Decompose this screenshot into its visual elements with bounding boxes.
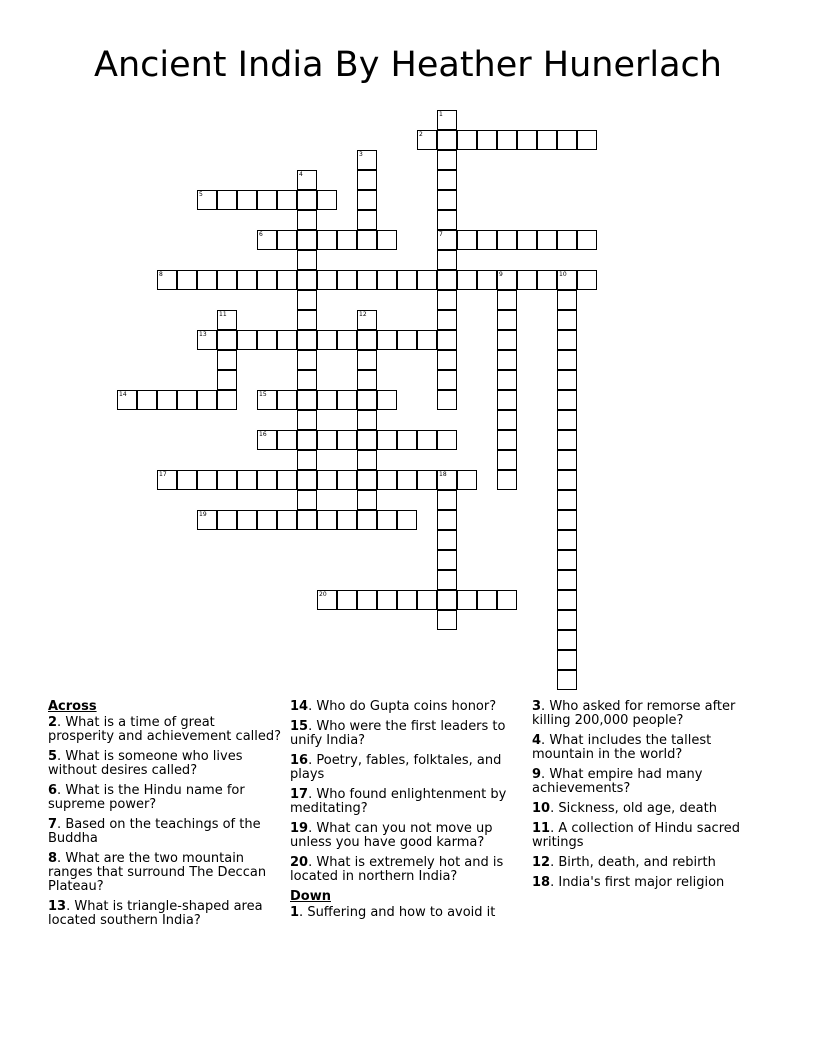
clue-number: 15 xyxy=(259,391,267,398)
grid-cell[interactable] xyxy=(577,270,597,290)
grid-cell[interactable] xyxy=(497,430,517,450)
across-clue-16: 16. Poetry, fables, folktales, and plays xyxy=(290,753,502,782)
clue-number: 11 xyxy=(219,311,227,318)
clue-number: 8 xyxy=(48,851,58,866)
clue-text: India's first major religion xyxy=(558,875,725,890)
down-clue-11: 11. A collection of Hindu sacred writings xyxy=(532,821,740,850)
across-clue-13: 13. What is triangle-shaped area located southern India? xyxy=(48,899,263,928)
grid-cell[interactable] xyxy=(357,270,377,290)
grid-cell[interactable] xyxy=(357,210,377,230)
across-clue-15: 15. Who were the first leaders to unify India? xyxy=(290,719,506,748)
clues-column-1 xyxy=(48,700,284,934)
grid-cell[interactable] xyxy=(317,270,337,290)
grid-cell[interactable] xyxy=(297,190,317,210)
grid-cell[interactable] xyxy=(277,390,297,410)
down-clue-10: 10. Sickness, old age, death xyxy=(532,801,717,816)
grid-cell[interactable] xyxy=(217,350,237,370)
across-clue-20: 20. What is extremely hot and is located in northern India? xyxy=(290,855,504,884)
grid-cell[interactable] xyxy=(197,470,217,490)
grid-cell[interactable] xyxy=(297,450,317,470)
grid-cell[interactable] xyxy=(277,190,297,210)
grid-cell[interactable] xyxy=(437,250,457,270)
grid-cell[interactable] xyxy=(497,350,517,370)
clue-text: Who found enlightenment by meditating? xyxy=(290,787,507,816)
grid-cell[interactable] xyxy=(157,270,177,290)
clues-column-2 xyxy=(290,700,522,926)
across-clue-6: 6. What is the Hindu name for supreme power? xyxy=(48,783,245,812)
grid-cell[interactable] xyxy=(337,270,357,290)
grid-cell[interactable] xyxy=(257,230,277,250)
grid-cell[interactable] xyxy=(437,330,457,350)
clue-number: 20 xyxy=(290,855,309,870)
clue-text: What is extremely hot and is located in northern India? xyxy=(290,855,504,884)
grid-cell[interactable] xyxy=(417,270,437,290)
across-clue-17: 17. Who found enlightenment by meditating? xyxy=(290,787,507,816)
grid-cell[interactable] xyxy=(357,410,377,430)
clue-number: 11 xyxy=(532,821,551,836)
grid-cell[interactable] xyxy=(437,210,457,230)
grid-cell[interactable] xyxy=(437,570,457,590)
clue-number: 17 xyxy=(290,787,309,802)
grid-cell[interactable] xyxy=(177,390,197,410)
grid-cell[interactable] xyxy=(437,370,457,390)
grid-cell[interactable] xyxy=(297,290,317,310)
grid-cell[interactable] xyxy=(117,390,137,410)
grid-cell[interactable] xyxy=(297,330,317,350)
clue-text: What is the Hindu name for supreme power? xyxy=(48,783,245,812)
clue-number: 10 xyxy=(559,271,567,278)
grid-cell[interactable] xyxy=(297,230,317,250)
grid-cell[interactable] xyxy=(417,130,437,150)
grid-cell[interactable] xyxy=(357,430,377,450)
grid-cell[interactable] xyxy=(297,490,317,510)
grid-cell[interactable] xyxy=(337,470,357,490)
grid-cell[interactable] xyxy=(437,110,457,130)
clue-number: 3 xyxy=(532,699,542,714)
clue-text: Who asked for remorse after killing 200,000 people? xyxy=(532,699,736,728)
grid-cell[interactable] xyxy=(317,470,337,490)
clue-number: 9 xyxy=(499,271,503,278)
clue-number: 16 xyxy=(259,431,267,438)
grid-cell[interactable] xyxy=(377,590,397,610)
clue-number: 18 xyxy=(532,875,551,890)
clue-number: 7 xyxy=(439,231,443,238)
grid-cell[interactable] xyxy=(297,210,317,230)
grid-cell[interactable] xyxy=(317,330,337,350)
grid-cell[interactable] xyxy=(357,370,377,390)
grid-cell[interactable] xyxy=(557,630,577,650)
grid-cell[interactable] xyxy=(277,510,297,530)
grid-cell[interactable] xyxy=(177,470,197,490)
grid-cell[interactable] xyxy=(377,270,397,290)
grid-cell[interactable] xyxy=(357,230,377,250)
grid-cell[interactable] xyxy=(477,270,497,290)
grid-cell[interactable] xyxy=(497,270,517,290)
grid-cell[interactable] xyxy=(277,470,297,490)
grid-cell[interactable] xyxy=(257,190,277,210)
grid-cell[interactable] xyxy=(317,430,337,450)
grid-cell[interactable] xyxy=(497,370,517,390)
grid-cell[interactable] xyxy=(297,350,317,370)
grid-cell[interactable] xyxy=(237,190,257,210)
clue-number: 8 xyxy=(159,271,163,278)
grid-cell[interactable] xyxy=(357,510,377,530)
grid-cell[interactable] xyxy=(417,470,437,490)
grid-cell[interactable] xyxy=(357,450,377,470)
grid-cell[interactable] xyxy=(557,130,577,150)
grid-cell[interactable] xyxy=(257,470,277,490)
clue-number: 4 xyxy=(299,171,303,178)
grid-cell[interactable] xyxy=(437,290,457,310)
grid-cell[interactable] xyxy=(377,330,397,350)
grid-cell[interactable] xyxy=(197,510,217,530)
grid-cell[interactable] xyxy=(237,470,257,490)
clue-text: A collection of Hindu sacred writings xyxy=(532,821,740,850)
grid-cell[interactable] xyxy=(437,430,457,450)
clue-number: 18 xyxy=(439,471,447,478)
clue-text: What can you not move up unless you have good karma? xyxy=(290,821,493,850)
grid-cell[interactable] xyxy=(277,430,297,450)
grid-cell[interactable] xyxy=(297,470,317,490)
grid-cell[interactable] xyxy=(537,270,557,290)
down-clue-18: 18. India's first major religion xyxy=(532,875,725,890)
grid-cell[interactable] xyxy=(257,390,277,410)
grid-cell[interactable] xyxy=(217,190,237,210)
grid-cell[interactable] xyxy=(557,410,577,430)
grid-cell[interactable] xyxy=(557,670,577,690)
grid-cell[interactable] xyxy=(297,390,317,410)
grid-cell[interactable] xyxy=(517,270,537,290)
grid-cell[interactable] xyxy=(297,410,317,430)
grid-cell[interactable] xyxy=(337,330,357,350)
grid-cell[interactable] xyxy=(417,430,437,450)
grid-cell[interactable] xyxy=(197,390,217,410)
grid-cell[interactable] xyxy=(417,590,437,610)
grid-cell[interactable] xyxy=(477,590,497,610)
clue-text: Sickness, old age, death xyxy=(558,801,717,816)
grid-cell[interactable] xyxy=(437,530,457,550)
grid-cell[interactable] xyxy=(497,330,517,350)
clue-text: What is a time of great prosperity and achievement called? xyxy=(48,715,282,744)
clue-number: 17 xyxy=(159,471,167,478)
grid-cell[interactable] xyxy=(437,350,457,370)
grid-cell[interactable] xyxy=(537,230,557,250)
grid-cell[interactable] xyxy=(557,550,577,570)
grid-cell[interactable] xyxy=(437,470,457,490)
grid-cell[interactable] xyxy=(377,470,397,490)
clue-number: 12 xyxy=(532,855,551,870)
grid-cell[interactable] xyxy=(317,590,337,610)
grid-cell[interactable] xyxy=(357,310,377,330)
grid-cell[interactable] xyxy=(137,390,157,410)
clue-text: What includes the tallest mountain in the world? xyxy=(532,733,712,762)
grid-cell[interactable] xyxy=(257,270,277,290)
grid-cell[interactable] xyxy=(357,470,377,490)
grid-cell[interactable] xyxy=(537,130,557,150)
grid-cell[interactable] xyxy=(257,430,277,450)
grid-cell[interactable] xyxy=(257,330,277,350)
grid-cell[interactable] xyxy=(317,390,337,410)
down-clue-3: 3. Who asked for remorse after killing 200,000 people? xyxy=(532,699,736,728)
grid-cell[interactable] xyxy=(497,290,517,310)
grid-cell[interactable] xyxy=(517,230,537,250)
across-clue-2: 2. What is a time of great prosperity and achievement called? xyxy=(48,715,282,744)
grid-cell[interactable] xyxy=(577,130,597,150)
grid-cell[interactable] xyxy=(497,130,517,150)
grid-cell[interactable] xyxy=(317,190,337,210)
down-heading: Down xyxy=(290,889,331,904)
grid-cell[interactable] xyxy=(557,530,577,550)
clue-text: What are the two mountain ranges that surround The Deccan Plateau? xyxy=(48,851,267,894)
clue-number: 5 xyxy=(48,749,58,764)
grid-cell[interactable] xyxy=(357,590,377,610)
grid-cell[interactable] xyxy=(437,130,457,150)
clue-number: 6 xyxy=(48,783,58,798)
grid-cell[interactable] xyxy=(277,270,297,290)
grid-cell[interactable] xyxy=(397,330,417,350)
grid-cell[interactable] xyxy=(557,510,577,530)
grid-cell[interactable] xyxy=(377,230,397,250)
grid-cell[interactable] xyxy=(357,150,377,170)
clue-number: 2 xyxy=(48,715,58,730)
clue-number: 14 xyxy=(119,391,127,398)
grid-cell[interactable] xyxy=(437,590,457,610)
grid-cell[interactable] xyxy=(397,590,417,610)
grid-cell[interactable] xyxy=(437,310,457,330)
grid-cell[interactable] xyxy=(557,590,577,610)
grid-cell[interactable] xyxy=(337,390,357,410)
grid-cell[interactable] xyxy=(497,230,517,250)
grid-cell[interactable] xyxy=(217,390,237,410)
grid-cell[interactable] xyxy=(557,570,577,590)
across-heading: Across xyxy=(48,699,97,714)
grid-cell[interactable] xyxy=(557,390,577,410)
grid-cell[interactable] xyxy=(557,650,577,670)
grid-cell[interactable] xyxy=(377,390,397,410)
grid-cell[interactable] xyxy=(457,590,477,610)
grid-cell[interactable] xyxy=(417,330,437,350)
grid-cell[interactable] xyxy=(217,510,237,530)
clue-number: 13 xyxy=(48,899,67,914)
down-clue-1: 1. Suffering and how to avoid it xyxy=(290,905,496,920)
grid-cell[interactable] xyxy=(557,290,577,310)
clue-number: 5 xyxy=(199,191,203,198)
grid-cell[interactable] xyxy=(497,310,517,330)
grid-cell[interactable] xyxy=(437,150,457,170)
grid-cell[interactable] xyxy=(337,430,357,450)
grid-cell[interactable] xyxy=(237,330,257,350)
grid-cell[interactable] xyxy=(157,470,177,490)
clue-text: Poetry, fables, folktales, and plays xyxy=(290,753,502,782)
grid-cell[interactable] xyxy=(557,490,577,510)
grid-cell[interactable] xyxy=(197,270,217,290)
clue-number: 1 xyxy=(439,111,443,118)
grid-cell[interactable] xyxy=(357,350,377,370)
down-clue-12: 12. Birth, death, and rebirth xyxy=(532,855,716,870)
clue-number: 4 xyxy=(532,733,542,748)
grid-cell[interactable] xyxy=(297,170,317,190)
grid-cell[interactable] xyxy=(277,230,297,250)
grid-cell[interactable] xyxy=(557,370,577,390)
grid-cell[interactable] xyxy=(557,350,577,370)
grid-cell[interactable] xyxy=(337,230,357,250)
grid-cell[interactable] xyxy=(437,390,457,410)
clue-number: 6 xyxy=(259,231,263,238)
grid-cell[interactable] xyxy=(397,470,417,490)
grid-cell[interactable] xyxy=(357,170,377,190)
clue-text: What is someone who lives without desires called? xyxy=(48,749,243,778)
grid-cell[interactable] xyxy=(297,510,317,530)
grid-cell[interactable] xyxy=(297,370,317,390)
grid-cell[interactable] xyxy=(477,230,497,250)
grid-cell[interactable] xyxy=(357,490,377,510)
grid-cell[interactable] xyxy=(337,590,357,610)
grid-cell[interactable] xyxy=(277,330,297,350)
grid-cell[interactable] xyxy=(557,330,577,350)
grid-cell[interactable] xyxy=(457,130,477,150)
clue-number: 15 xyxy=(290,719,309,734)
grid-cell[interactable] xyxy=(557,450,577,470)
grid-cell[interactable] xyxy=(437,190,457,210)
grid-cell[interactable] xyxy=(197,190,217,210)
across-clue-5: 5. What is someone who lives without desires called? xyxy=(48,749,243,778)
grid-cell[interactable] xyxy=(457,270,477,290)
grid-cell[interactable] xyxy=(557,230,577,250)
clue-number: 13 xyxy=(199,331,207,338)
grid-cell[interactable] xyxy=(397,430,417,450)
grid-cell[interactable] xyxy=(297,310,317,330)
grid-cell[interactable] xyxy=(497,470,517,490)
clue-number: 3 xyxy=(359,151,363,158)
grid-cell[interactable] xyxy=(397,510,417,530)
puzzle-title: Ancient India By Heather Hunerlach xyxy=(94,45,722,85)
clue-number: 19 xyxy=(290,821,309,836)
grid-cell[interactable] xyxy=(577,230,597,250)
grid-cell[interactable] xyxy=(557,310,577,330)
clue-number: 7 xyxy=(48,817,58,832)
grid-cell[interactable] xyxy=(317,510,337,530)
grid-cell[interactable] xyxy=(437,230,457,250)
grid-cell[interactable] xyxy=(357,330,377,350)
grid-cell[interactable] xyxy=(217,270,237,290)
grid-cell[interactable] xyxy=(397,270,417,290)
grid-cell[interactable] xyxy=(377,430,397,450)
clue-number: 9 xyxy=(532,767,542,782)
clue-number: 10 xyxy=(532,801,551,816)
grid-cell[interactable] xyxy=(297,270,317,290)
clues-column-3 xyxy=(532,700,762,896)
grid-cell[interactable] xyxy=(377,510,397,530)
clue-number: 16 xyxy=(290,753,309,768)
grid-cell[interactable] xyxy=(437,610,457,630)
clue-number: 19 xyxy=(199,511,207,518)
across-clue-8: 8. What are the two mountain ranges that surround The Deccan Plateau? xyxy=(48,851,267,894)
grid-cell[interactable] xyxy=(217,470,237,490)
grid-cell[interactable] xyxy=(317,230,337,250)
grid-cell[interactable] xyxy=(297,430,317,450)
grid-cell[interactable] xyxy=(217,370,237,390)
grid-cell[interactable] xyxy=(457,470,477,490)
grid-cell[interactable] xyxy=(497,410,517,430)
grid-cell[interactable] xyxy=(357,390,377,410)
grid-cell[interactable] xyxy=(217,330,237,350)
grid-cell[interactable] xyxy=(457,230,477,250)
grid-cell[interactable] xyxy=(557,270,577,290)
down-clue-4: 4. What includes the tallest mountain in the world? xyxy=(532,733,712,762)
grid-cell[interactable] xyxy=(477,130,497,150)
grid-cell[interactable] xyxy=(557,470,577,490)
grid-cell[interactable] xyxy=(437,270,457,290)
clue-text: Based on the teachings of the Buddha xyxy=(48,817,261,846)
across-clue-19: 19. What can you not move up unless you have good karma? xyxy=(290,821,493,850)
grid-cell[interactable] xyxy=(357,190,377,210)
grid-cell[interactable] xyxy=(557,430,577,450)
grid-cell[interactable] xyxy=(237,270,257,290)
grid-cell[interactable] xyxy=(497,590,517,610)
grid-cell[interactable] xyxy=(557,610,577,630)
grid-cell[interactable] xyxy=(437,170,457,190)
grid-cell[interactable] xyxy=(497,390,517,410)
grid-cell[interactable] xyxy=(437,490,457,510)
grid-cell[interactable] xyxy=(337,510,357,530)
clue-text: Suffering and how to avoid it xyxy=(307,905,496,920)
grid-cell[interactable] xyxy=(437,550,457,570)
grid-cell[interactable] xyxy=(197,330,217,350)
clue-text: Who were the first leaders to unify India? xyxy=(290,719,506,748)
clue-number: 1 xyxy=(290,905,300,920)
grid-cell[interactable] xyxy=(177,270,197,290)
clue-number: 14 xyxy=(290,699,309,714)
across-clue-14: 14. Who do Gupta coins honor? xyxy=(290,699,497,714)
clue-text: Birth, death, and rebirth xyxy=(558,855,716,870)
clue-number: 2 xyxy=(419,131,423,138)
grid-cell[interactable] xyxy=(217,310,237,330)
grid-cell[interactable] xyxy=(437,510,457,530)
down-clue-9: 9. What empire had many achievements? xyxy=(532,767,703,796)
grid-cell[interactable] xyxy=(517,130,537,150)
clue-number: 12 xyxy=(359,311,367,318)
clue-number: 20 xyxy=(319,591,327,598)
grid-cell[interactable] xyxy=(297,250,317,270)
across-clue-7: 7. Based on the teachings of the Buddha xyxy=(48,817,261,846)
grid-cell[interactable] xyxy=(237,510,257,530)
clue-text: What empire had many achievements? xyxy=(532,767,703,796)
clue-text: Who do Gupta coins honor? xyxy=(316,699,497,714)
clue-text: What is triangle-shaped area located southern India? xyxy=(48,899,263,928)
grid-cell[interactable] xyxy=(497,450,517,470)
grid-cell[interactable] xyxy=(157,390,177,410)
grid-cell[interactable] xyxy=(257,510,277,530)
